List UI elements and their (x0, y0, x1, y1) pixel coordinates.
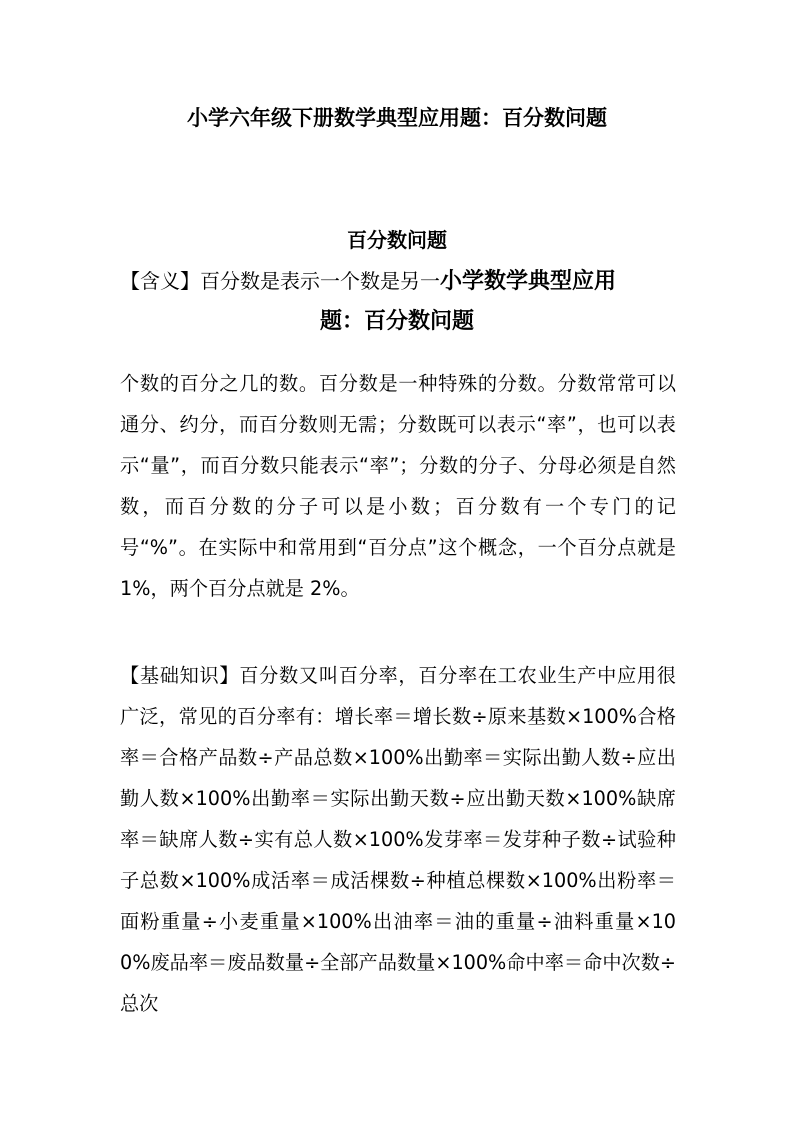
paragraph-meaning-continued: 个数的百分之几的数。百分数是一种特殊的分数。分数常常可以通分、约分，而百分数则无需；分数既可以表示“率”，也可以表示“量”，而百分数只能表示“率”；分数的分子、分母必须是自然数，而百分数的分子可以是小数；百分数有一个专门的记号“%”。在实际中和常用到“百分点”这个概念，一个百分点就是 1%，两个百分点就是 2%。 (120, 372, 676, 600)
section-heading: 百分数问题 (347, 228, 447, 252)
inline-title-part1: 小学数学典型应用 (440, 268, 617, 294)
document-title: 小学六年级下册数学典型应用题：百分数问题 (187, 105, 607, 130)
meaning-line (120, 263, 680, 300)
inline-title-part2: 题：百分数问题 (319, 308, 474, 334)
paragraph-basic-knowledge: 【基础知识】百分数又叫百分率，百分率在工农业生产中应用很广泛，常见的百分率有：增长率＝增长数÷原来基数×100%合格率＝合格产品数÷产品总数×100%出勤率＝实际出勤人数÷应出勤人数×100%出勤率＝实际出勤天数÷应出勤天数×100%缺席率＝缺席人数÷实有总人数×100%发芽率＝发芽种子数÷试验种子总数×100%成活率＝成活棵数÷种植总棵数×100%出粉率＝面粉重量÷小麦重量×100%出油率＝油的重量÷油料重量×100%废品率＝废品数量÷全部产品数量×100%命中率＝命中次数÷总次 (120, 664, 676, 1015)
meaning-lead-text: 【含义】百分数是表示一个数是另一 (120, 269, 440, 293)
